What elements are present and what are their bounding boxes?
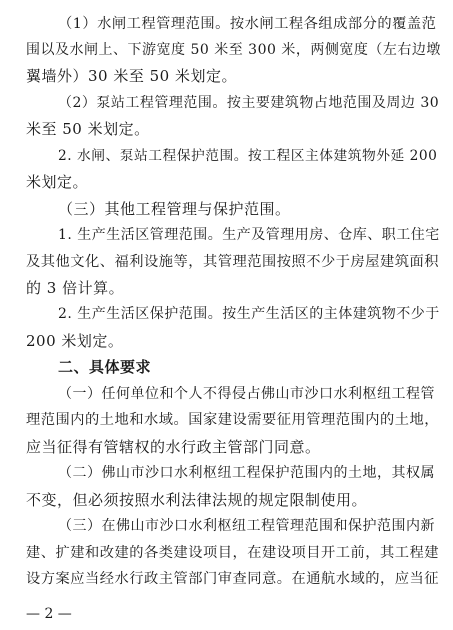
text-line: 不变，但必须按照水利法律法规的规定限制使用。 (26, 491, 368, 509)
text-line: （一）任何单位和个人不得侵占佛山市沙口水利枢纽工程管 (58, 386, 435, 402)
text-line: 建、扩建和改建的各类建设项目，在建设项目开工前，其工程建 (26, 545, 440, 561)
text-line: 围以及水闸上、下游宽度 50 米至 300 米，两侧宽度（左右边墩 (26, 42, 441, 58)
text-line: 米划定。 (26, 173, 89, 191)
text-line: 应当征得有管辖权的水行政主管部门同意。 (26, 438, 321, 456)
text-line: 米至 50 米划定。 (26, 120, 150, 138)
text-line: 设方案应当经水行政主管部门审查同意。在通航水域的，应当征 (26, 571, 440, 587)
text-line: （2）泵站工程管理范围。按主要建筑物占地范围及周边 30 (58, 95, 440, 111)
text-line: 2. 生产生活区保护范围。按生产生活区的主体建筑物不少于 (58, 306, 440, 322)
text-line: 理范围内的土地和水域。国家建设需要征用管理范围内的土地， (26, 412, 440, 428)
text-line: 2. 水闸、泵站工程保护范围。按工程区主体建筑物外延 200 (58, 148, 438, 164)
text-line: 翼墙外）30 米至 50 米划定。 (26, 67, 237, 85)
text-line: 1. 生产生活区管理范围。生产及管理用房、仓库、职工住宅 (58, 227, 440, 243)
page-number: — 2 — (26, 606, 72, 622)
text-line: （1）水闸工程管理范围。按水闸工程各组成部分的覆盖范 (58, 16, 437, 32)
text-line: 及其他文化、福利设施等，其管理范围按照不少于房屋建筑面积 (26, 254, 440, 270)
text-line: 的 3 倍计算。 (26, 279, 125, 297)
text-line: （二）佛山市沙口水利枢纽工程保护范围内的土地，其权属 (58, 465, 435, 481)
chapter-heading: 二、具体要求 (58, 358, 152, 376)
section-heading: （三）其他工程管理与保护范围。 (58, 200, 291, 218)
text-line: （三）在佛山市沙口水利枢纽工程管理范围和保护范围内新 (58, 518, 435, 534)
text-line: 200 米划定。 (26, 332, 124, 350)
